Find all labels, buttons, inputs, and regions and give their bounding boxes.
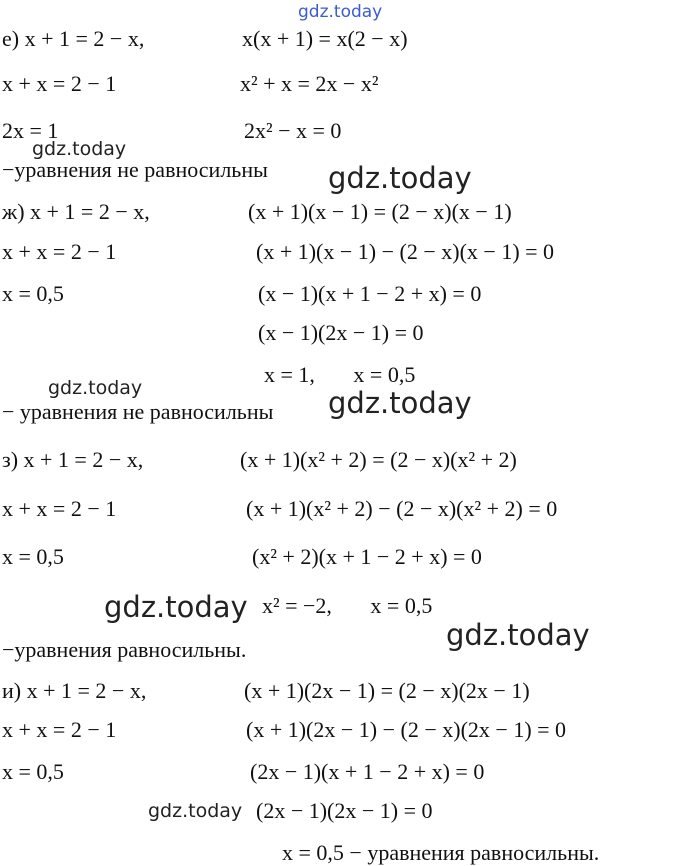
watermark: gdz.today xyxy=(446,618,590,652)
equation-line: (x + 1)(x² + 2) = (2 − x)(x² + 2) xyxy=(240,447,517,472)
equation-line: x = 0,5 xyxy=(2,759,64,784)
watermark: gdz.today xyxy=(298,2,383,22)
equation-line: (x + 1)(2x − 1) = (2 − x)(2x − 1) xyxy=(244,678,530,703)
equation-line: x² = −2, x = 0,5 xyxy=(262,593,433,618)
equation-line: x + x = 2 − 1 xyxy=(2,239,117,264)
watermark: gdz.today xyxy=(328,161,472,195)
equation-line: 2x = 1 xyxy=(2,118,59,143)
equation-line: (2x − 1)(2x − 1) = 0 xyxy=(256,798,433,823)
equation-line: x + x = 2 − 1 xyxy=(2,496,117,521)
equation-line: (x − 1)(x + 1 − 2 + x) = 0 xyxy=(258,281,482,306)
watermark: gdz.today xyxy=(148,800,243,822)
conclusion-text: x = 0,5 − уравнения равносильны. xyxy=(282,840,600,865)
equation-line: (x + 1)(x − 1) − (2 − x)(x − 1) = 0 xyxy=(256,239,555,264)
equation-line: з) x + 1 = 2 − x, xyxy=(2,447,144,472)
equation-line: и) x + 1 = 2 − x, xyxy=(2,678,147,703)
conclusion-text: −уравнения равносильны. xyxy=(2,637,247,662)
equation-line: (x² + 2)(x + 1 − 2 + x) = 0 xyxy=(252,544,482,569)
equation-line: x = 0,5 xyxy=(2,281,64,306)
watermark: gdz.today xyxy=(328,386,472,420)
watermark: gdz.today xyxy=(32,138,127,160)
equation-line: (x + 1)(x − 1) = (2 − x)(x − 1) xyxy=(248,199,512,224)
equation-line: x = 0,5 xyxy=(2,544,64,569)
equation-line: x² + x = 2x − x² xyxy=(240,71,379,96)
equation-line: (x + 1)(x² + 2) − (2 − x)(x² + 2) = 0 xyxy=(246,496,558,521)
watermark: gdz.today xyxy=(48,377,143,399)
equation-line: x + x = 2 − 1 xyxy=(2,71,117,96)
equation-line: (2x − 1)(x + 1 − 2 + x) = 0 xyxy=(250,759,485,784)
watermark: gdz.today xyxy=(104,590,248,624)
equation-line: x = 1, x = 0,5 xyxy=(264,362,416,387)
conclusion-text: − уравнения не равносильны xyxy=(2,399,274,424)
equation-line: 2x² − x = 0 xyxy=(244,118,342,143)
equation-line: x + x = 2 − 1 xyxy=(2,717,117,742)
conclusion-text: −уравнения не равносильны xyxy=(2,157,268,182)
equation-line: ж) x + 1 = 2 − x, xyxy=(2,199,150,224)
equation-line: x(x + 1) = x(2 − x) xyxy=(242,26,408,51)
equation-line: е) x + 1 = 2 − x, xyxy=(2,26,145,51)
equation-line: (x − 1)(2x − 1) = 0 xyxy=(258,320,424,345)
equation-line: (x + 1)(2x − 1) − (2 − x)(2x − 1) = 0 xyxy=(246,717,567,742)
